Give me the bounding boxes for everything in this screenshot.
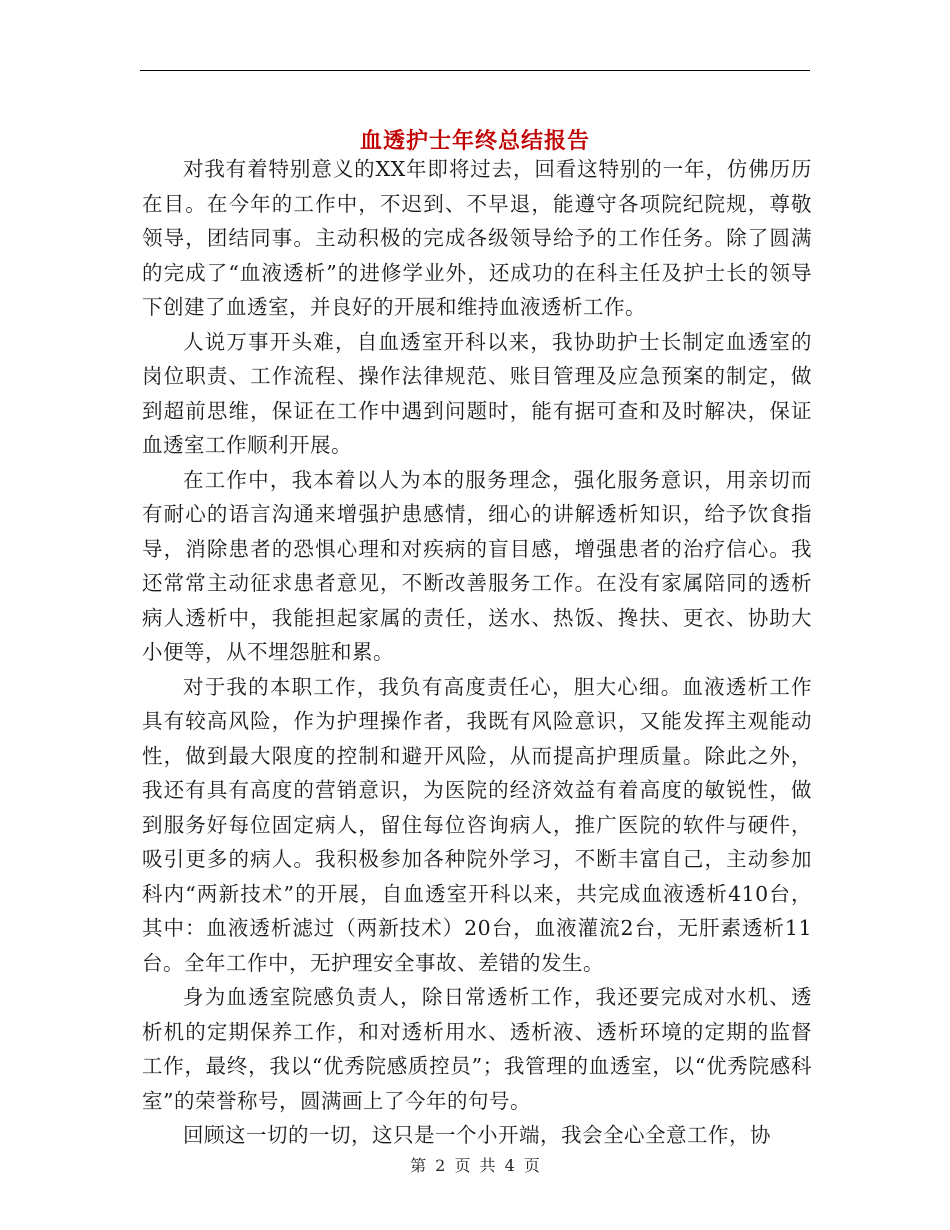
paragraph-5: 身为血透室院感负责人，除日常透析工作，我还要完成对水机、透析机的定期保养工作，和对透析用水、透析液、透析环境的定期的监督工作，最终，我以“优秀院感质控员”；我管理的血透室，以“优秀院感科室”的荣誉称号，圆满画上了今年的句号。 [142,985,812,1113]
paragraph-3: 在工作中，我本着以人为本的服务理念，强化服务意识，用亲切而有耐心的语言沟通来增强护患感情，细心的讲解透析知识，给予饮食指导，消除患者的恐惧心理和对疾病的盲目感，增强患者的治疗信心。我还常常主动征求患者意见，不断改善服务工作。在没有家属陪同的透析病人透析中，我能担起家属的责任，送水、热饭、搀扶、更衣、协助大小便等，从不埋怨脏和累。 [142,467,812,664]
paragraph-1: 对我有着特别意义的XX年即将过去，回看这特别的一年，仿佛历历在目。在今年的工作中，不迟到、不早退，能遵守各项院纪院规，尊敬领导，团结同事。主动积极的完成各级领导给予的工作任务。除了圆满的完成了“血液透析”的进修学业外，还成功的在科主任及护士长的领导下创建了血透室，并良好的开展和维持血液透析工作。 [142,157,812,319]
page-number-footer: 第 2 页 共 4 页 [410,1156,540,1175]
paragraph-4: 对于我的本职工作，我负有高度责任心，胆大心细。血液透析工作具有较高风险，作为护理操作者，我既有风险意识，又能发挥主观能动性，做到最大限度的控制和避开风险，从而提高护理质量。除此之外，我还有具有高度的营销意识，为医院的经济效益有着高度的敏锐性，做到服务好每位固定病人，留住每位咨询病人，推广医院的软件与硬件，吸引更多的病人。我积极参加各种院外学习，不断丰富自己，主动参加科内“两新技术”的开展，自血透室开科以来，共完成血液透析410台，其中：血液透析滤过（两新技术）20台，血液灌流2台，无肝素透析11台。全年工作中，无护理安全事故、差错的发生。 [142,674,812,975]
document-body [142,152,812,1153]
paragraph-2: 人说万事开头难，自血透室开科以来，我协助护士长制定血透室的岗位职责、工作流程、操作法律规范、账目管理及应急预案的制定，做到超前思维，保证在工作中遇到问题时，能有据可查和及时解决，保证血透室工作顺利开展。 [142,329,812,457]
paragraph-6: 回顾这一切的一切，这只是一个小开端，我会全心全意工作，协 [183,1123,771,1147]
document-title: 血透护士年终总结报告 [359,127,590,154]
header-rule [140,70,810,71]
